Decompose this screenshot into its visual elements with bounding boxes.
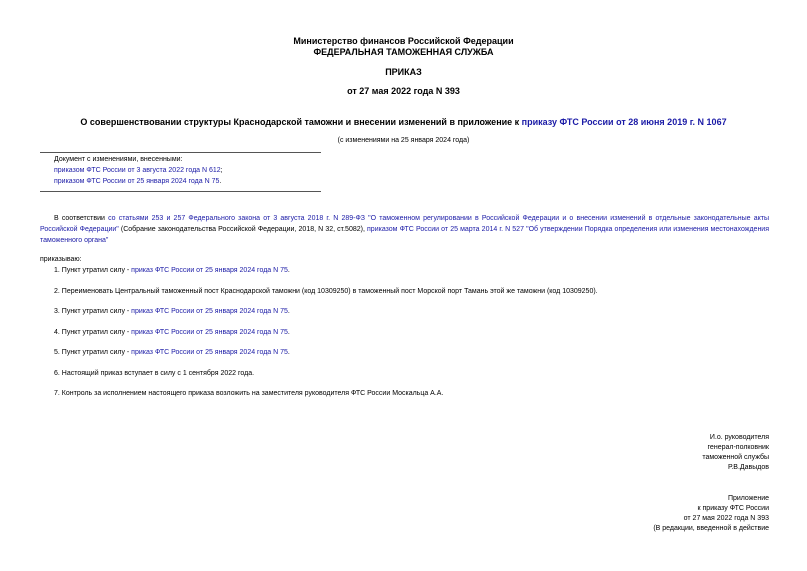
item-3-end: . <box>287 308 290 315</box>
signature-service: таможенной службы <box>702 454 769 461</box>
item-1-text: 1. Пункт утратил силу - <box>54 267 132 274</box>
item-4-text: 4. Пункт утратил силу - <box>54 329 132 336</box>
item-5-link[interactable]: приказ ФТС России от 25 января 2024 года N 75 <box>131 349 288 356</box>
item-5-text: 5. Пункт утратил силу - <box>54 349 132 356</box>
changes-item-1-suffix: ; <box>220 167 223 174</box>
doc-date: от 27 мая 2022 года N 393 <box>347 86 460 96</box>
order-word: приказываю: <box>40 256 82 263</box>
item-4 <box>54 329 290 336</box>
preamble-law-link[interactable]: со статьями 253 и 257 Федерального закона от 3 августа 2018 г. N 289-ФЗ "О таможенном регулировании в Российской Федерации и о внесении изменений в отдельные законодательные акты Российской Федерации" <box>40 215 769 233</box>
changes-intro: Документ с изменениями, внесенными: <box>54 156 183 163</box>
signature-name: Р.В.Давыдов <box>728 464 769 471</box>
doc-type: ПРИКАЗ <box>385 67 422 77</box>
changes-item-1 <box>54 167 223 174</box>
appendix-revision: (В редакции, введенной в действие <box>653 525 769 532</box>
item-3-text: 3. Пункт утратил силу - <box>54 308 132 315</box>
changes-top-divider <box>40 152 321 153</box>
doc-title <box>0 117 807 127</box>
changes-bottom-divider <box>40 191 321 192</box>
changes-item-2 <box>54 178 221 185</box>
item-3 <box>54 308 290 315</box>
revision-note: (с изменениями на 25 января 2024 года) <box>337 137 470 144</box>
item-6: 6. Настоящий приказ вступает в силу с 1 сентября 2022 года. <box>54 370 255 377</box>
item-2: 2. Переименовать Центральный таможенный пост Краснодарской таможни (код 10309250) в таможенный пост Морской порт Тамань этой же таможни (код 10309250). <box>54 288 598 295</box>
item-1-end: . <box>287 267 290 274</box>
preamble-order-link[interactable]: приказом ФТС России от 25 марта 2014 г. N 527 "Об утверждении Порядка определения или изменения местонахождения таможенного органа" <box>40 226 770 244</box>
item-1 <box>54 267 290 274</box>
ministry-name: Министерство финансов Российской Федерации <box>293 36 514 46</box>
signature-position: И.о. руководителя <box>709 434 769 441</box>
item-5-end: . <box>287 349 290 356</box>
doc-title-text: О совершенствовании структуры Краснодарской таможни и внесении изменений в приложение к <box>80 117 522 127</box>
appendix-ref: к приказу ФТС России <box>697 505 769 512</box>
changes-item-2-link[interactable]: приказом ФТС России от 25 января 2024 года N 75 <box>54 178 220 185</box>
preamble-text-1: В соответствии <box>54 215 109 222</box>
changes-item-2-suffix: . <box>219 178 222 185</box>
doc-title-link[interactable]: приказу ФТС России от 28 июня 2019 г. N 1067 <box>521 117 727 127</box>
service-name: ФЕДЕРАЛЬНАЯ ТАМОЖЕННАЯ СЛУЖБА <box>313 47 494 57</box>
item-5 <box>54 349 290 356</box>
preamble-text-2: (Собрание законодательства Российской Федерации, 2018, N 32, ст.5082), <box>118 226 368 233</box>
preamble-paragraph <box>40 213 769 246</box>
item-1-link[interactable]: приказ ФТС России от 25 января 2024 года N 75 <box>131 267 288 274</box>
item-3-link[interactable]: приказ ФТС России от 25 января 2024 года N 75 <box>131 308 288 315</box>
item-4-link[interactable]: приказ ФТС России от 25 января 2024 года N 75 <box>131 329 288 336</box>
appendix-date: от 27 мая 2022 года N 393 <box>683 515 769 522</box>
changes-item-1-link[interactable]: приказом ФТС России от 3 августа 2022 года N 612 <box>54 167 221 174</box>
appendix-title: Приложение <box>727 495 769 502</box>
signature-rank: генерал-полковник <box>707 444 769 451</box>
item-4-end: . <box>287 329 290 336</box>
item-7: 7. Контроль за исполнением настоящего приказа возложить на заместителя руководителя ФТС России Москальца А.А. <box>54 390 444 397</box>
